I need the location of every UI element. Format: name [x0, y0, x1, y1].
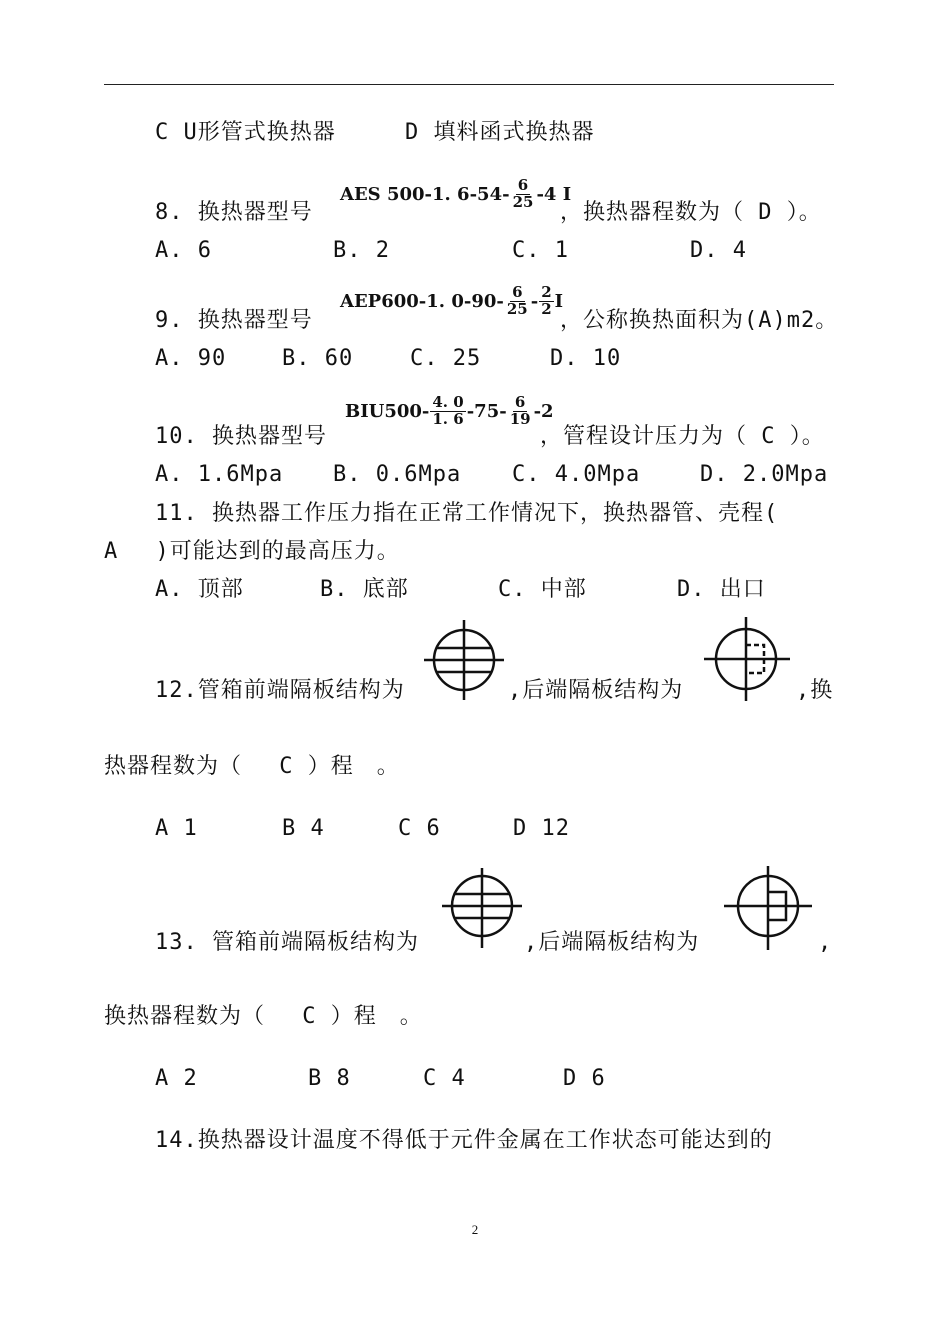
q8-option-d: D. 4 [690, 238, 747, 263]
question-13-line1: 13. 管箱前端隔板结构为 [155, 930, 419, 955]
question-12-line2: 热器程数为（ C ）程 。 [104, 754, 400, 779]
question-13-rear: ,后端隔板结构为 [524, 930, 700, 955]
model-code-10: BIU500- $\frac{4. 0}{1. 6}$ -75- $\frac{6}{19}$ -2 [345, 393, 554, 428]
question-12-tail: ,换 [796, 678, 834, 703]
q9-option-b: B. 60 [282, 346, 354, 371]
q9-option-a: A. 90 [155, 346, 227, 371]
model-code-9: AEP600-1. 0-90- $\frac{6}{25}$ - $\frac{2}{2}$ I [340, 283, 564, 318]
q13-option-a: A 2 [155, 1066, 198, 1091]
q10-option-c: C. 4.0Mpa [512, 462, 641, 487]
q11-option-a: A. 顶部 [155, 577, 244, 602]
q10-option-a: A. 1.6Mpa [155, 462, 284, 487]
q11-option-c: C. 中部 [498, 577, 587, 602]
front-partition-symbol-12 [422, 618, 506, 702]
q12-option-a: A 1 [155, 816, 198, 841]
question-13-line2: 换热器程数为（ C ）程 。 [104, 1004, 423, 1029]
header-rule [104, 84, 834, 85]
q12-option-b: B 4 [282, 816, 325, 841]
q8-option-c: C. 1 [512, 238, 569, 263]
page-number: 2 [471, 1222, 479, 1237]
question-12-rear: ,后端隔板结构为 [508, 678, 684, 703]
rear-partition-symbol-12 [702, 615, 794, 703]
q10-option-b: B. 0.6Mpa [333, 462, 462, 487]
q9-option-d: D. 10 [550, 346, 622, 371]
q8-option-b: B. 2 [333, 238, 390, 263]
question-10: 10. 换热器型号 [155, 424, 327, 449]
q11-option-b: B. 底部 [320, 577, 409, 602]
q12-option-c: C 6 [398, 816, 441, 841]
question-9: 9. 换热器型号 [155, 308, 313, 333]
question-8: 8. 换热器型号 [155, 200, 313, 225]
question-11-line2: A )可能达到的最高压力。 [104, 539, 400, 564]
q8-option-a: A. 6 [155, 238, 212, 263]
q13-option-c: C 4 [423, 1066, 466, 1091]
question-12-line1: 12.管箱前端隔板结构为 [155, 678, 405, 703]
question-8-tail: ，换热器程数为（ D ）。 [560, 200, 822, 225]
q9-option-c: C. 25 [410, 346, 482, 371]
q13-option-d: D 6 [563, 1066, 606, 1091]
question-9-tail: ，公称换热面积为(A)m2。 [560, 308, 839, 333]
question-13-tail: , [818, 930, 833, 955]
question-10-tail: ，管程设计压力为（ C ）。 [540, 424, 825, 449]
q12-option-d: D 12 [513, 816, 570, 841]
question-11-line1: 11. 换热器工作压力指在正常工作情况下，换热器管、壳程( [155, 501, 779, 526]
front-partition-symbol-13 [440, 866, 524, 950]
q10-option-d: D. 2.0Mpa [700, 462, 829, 487]
model-code-8: AES 500-1. 6-54- $\frac{6}{25}$ -4 I [340, 176, 572, 211]
option-c-u-tube: C U形管式换热器 [155, 120, 336, 145]
question-14: 14.换热器设计温度不得低于元件金属在工作状态可能达到的 [155, 1128, 773, 1153]
q13-option-b: B 8 [308, 1066, 351, 1091]
q11-option-d: D. 出口 [677, 577, 766, 602]
option-d-packing: D 填料函式换热器 [405, 120, 595, 145]
rear-partition-symbol-13 [722, 864, 814, 952]
